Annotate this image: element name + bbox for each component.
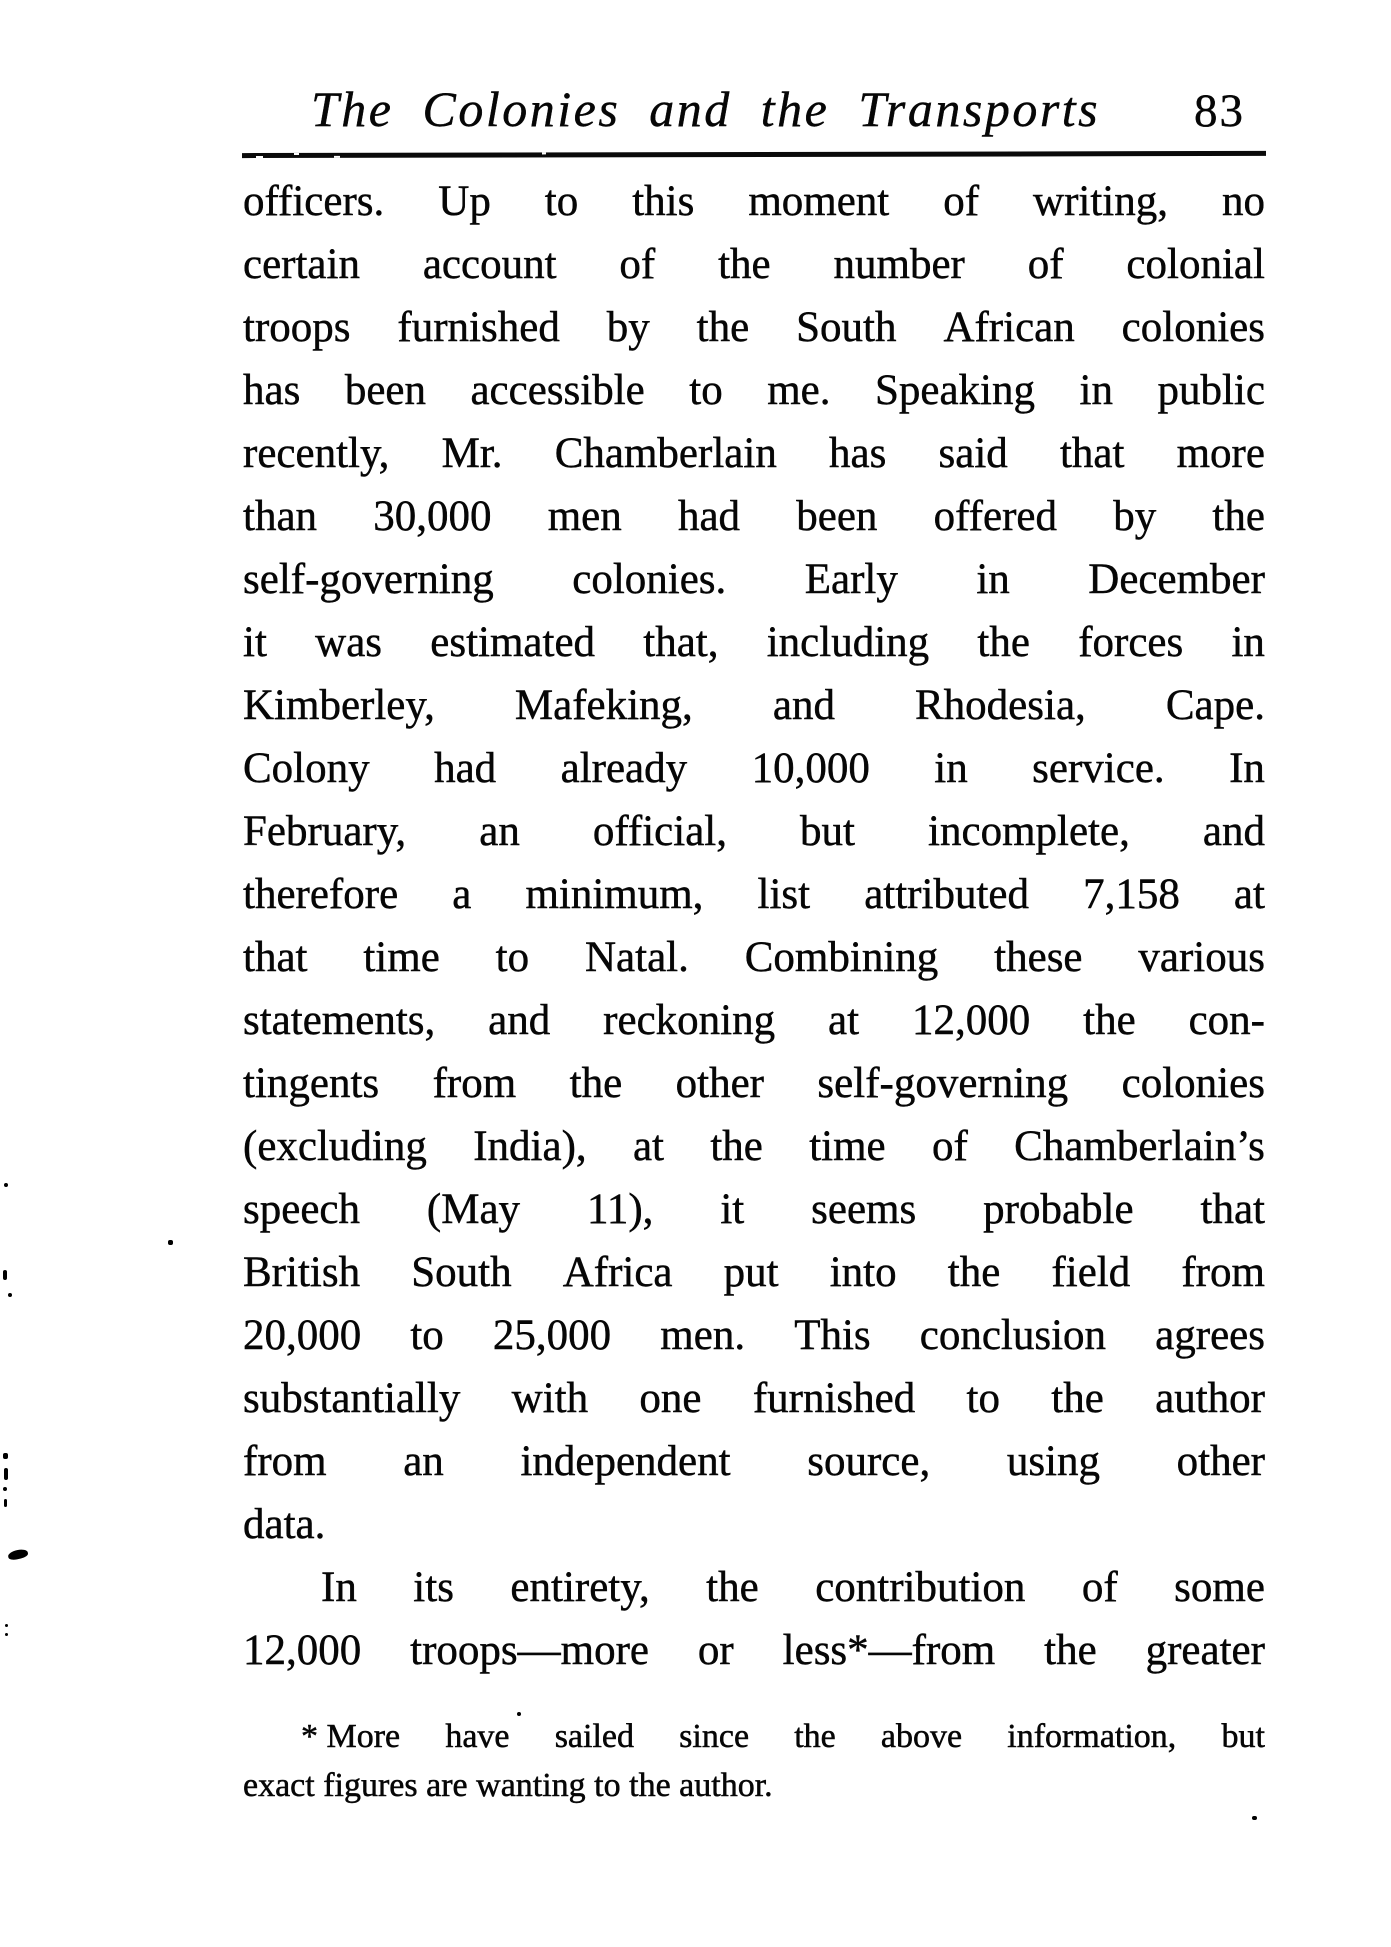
word: have — [445, 1718, 510, 1755]
word: and — [1202, 808, 1265, 855]
text-line — [243, 359, 1265, 422]
word: by — [1113, 493, 1157, 540]
word: (excluding — [243, 1123, 427, 1170]
word: less*—from — [782, 1627, 996, 1674]
scan-speck — [3, 1487, 7, 1491]
text-line — [243, 1367, 1265, 1430]
body-text — [243, 170, 1265, 1682]
word: using — [1006, 1438, 1101, 1485]
word: South — [796, 304, 897, 351]
word: (May — [426, 1186, 521, 1233]
word: Combining — [744, 934, 939, 981]
word: attributed — [864, 871, 1029, 918]
word: including — [766, 619, 930, 666]
word: estimated — [430, 619, 596, 666]
word: in — [934, 745, 968, 792]
word: self-governing — [243, 556, 494, 603]
word: that, — [643, 619, 719, 666]
word: that — [1059, 430, 1125, 477]
text-line — [243, 1556, 1265, 1619]
word: Speaking — [874, 367, 1036, 414]
word: a — [452, 871, 472, 918]
word: in — [1231, 619, 1265, 666]
word: other — [675, 1060, 764, 1107]
word: Cape. — [1165, 682, 1265, 729]
word: some — [1174, 1564, 1265, 1611]
word: from — [432, 1060, 517, 1107]
word: official, — [592, 808, 727, 855]
word: service. — [1032, 745, 1165, 792]
word: or — [697, 1627, 734, 1674]
word: had — [434, 745, 497, 792]
word: Kimberley, — [243, 682, 435, 729]
word: furnished — [752, 1375, 916, 1422]
text-line — [243, 926, 1265, 989]
word: to — [689, 367, 723, 414]
word: Mr. — [441, 430, 503, 477]
word: sailed — [554, 1718, 634, 1755]
word: been — [796, 493, 878, 540]
word: greater — [1145, 1627, 1265, 1674]
word: troops — [243, 304, 351, 351]
word: reckoning — [603, 997, 776, 1044]
word: the — [696, 304, 750, 351]
word: 12,000 — [243, 1627, 362, 1674]
word: con- — [1188, 997, 1265, 1044]
word: had — [677, 493, 741, 540]
word: an — [479, 808, 520, 855]
word: to — [966, 1375, 1000, 1422]
text-line — [243, 1115, 1265, 1178]
word: the — [947, 1249, 1001, 1296]
word: at — [632, 1123, 665, 1170]
word: contribution — [815, 1564, 1026, 1611]
word: it — [720, 1186, 745, 1233]
scan-speck — [4, 1468, 8, 1480]
word: has — [829, 430, 887, 477]
scan-speck — [517, 1712, 521, 1716]
word: therefore — [243, 871, 399, 918]
scan-speck — [3, 1453, 8, 1459]
word: one — [639, 1375, 702, 1422]
word: but — [1221, 1718, 1265, 1755]
text-line — [243, 548, 1265, 611]
word: accessible — [470, 367, 645, 414]
word: African — [943, 304, 1075, 351]
word: conclusion — [919, 1312, 1107, 1359]
text-line: data. — [243, 1501, 326, 1548]
word: the — [1212, 493, 1265, 540]
word: its — [413, 1564, 454, 1611]
word: of — [943, 178, 980, 225]
text-line — [243, 1304, 1265, 1367]
word: colonies. — [572, 556, 727, 603]
word: author — [1155, 1375, 1265, 1422]
word: self-governing — [817, 1060, 1069, 1107]
rule-notch — [294, 153, 299, 155]
word: than — [243, 493, 318, 540]
scan-speck — [5, 1624, 8, 1627]
word: since — [679, 1718, 750, 1755]
word: In — [1229, 745, 1265, 792]
word: and — [772, 682, 835, 729]
word: various — [1138, 934, 1265, 981]
word: * More — [301, 1718, 401, 1755]
word: British — [243, 1249, 361, 1296]
word: 10,000 — [751, 745, 870, 792]
word: to — [410, 1312, 444, 1359]
rule-notch — [256, 156, 263, 158]
running-title: The Colonies and the Transports — [311, 81, 1101, 137]
word: the — [977, 619, 1030, 666]
scan-speck — [4, 1183, 8, 1187]
scan-speck — [7, 1548, 28, 1561]
page-header — [243, 74, 1265, 146]
text-line — [243, 1619, 1265, 1682]
word: independent — [520, 1438, 731, 1485]
word: the — [1044, 1627, 1097, 1674]
word: moment — [748, 178, 890, 225]
word: the — [706, 1564, 759, 1611]
text-line — [243, 863, 1265, 926]
header-rule — [242, 151, 1266, 158]
word: 7,158 — [1083, 871, 1180, 918]
word: Early — [804, 556, 898, 603]
word: incomplete, — [928, 808, 1130, 855]
word: 25,000 — [492, 1312, 612, 1359]
word: Mafeking, — [514, 682, 693, 729]
word: time — [363, 934, 440, 981]
rule-notch — [542, 152, 546, 154]
word: Chamberlain’s — [1014, 1123, 1265, 1170]
word: field — [1051, 1249, 1131, 1296]
word: list — [757, 871, 811, 918]
word: into — [829, 1249, 897, 1296]
word: offered — [933, 493, 1057, 540]
word: been — [344, 367, 426, 414]
word: Natal. — [585, 934, 689, 981]
page-number: 83 — [1194, 85, 1245, 137]
word: colonies — [1121, 1060, 1265, 1107]
word: put — [723, 1249, 779, 1296]
word: men — [547, 493, 622, 540]
scan-speck — [8, 1293, 12, 1297]
word: writing, — [1033, 178, 1168, 225]
word: information, — [1007, 1718, 1177, 1755]
word: speech — [243, 1186, 360, 1233]
word: officers. — [243, 178, 385, 225]
text-line — [243, 485, 1265, 548]
word: colonial — [1126, 241, 1265, 288]
scan-speck — [5, 1633, 8, 1636]
word: source, — [807, 1438, 931, 1485]
word: substantially — [243, 1375, 461, 1422]
word: above — [880, 1718, 963, 1755]
word: Colony — [243, 745, 370, 792]
word: number — [833, 241, 965, 288]
word: of — [1027, 241, 1064, 288]
word: and — [488, 997, 551, 1044]
word: Africa — [562, 1249, 673, 1296]
word: to — [544, 178, 579, 225]
word: Rhodesia, — [915, 682, 1086, 729]
text-line — [243, 674, 1265, 737]
text-line — [243, 170, 1265, 233]
word: me. — [767, 367, 831, 414]
word: of — [1081, 1564, 1118, 1611]
word: account — [422, 241, 557, 288]
text-line — [243, 296, 1265, 359]
word: other — [1176, 1438, 1265, 1485]
word: already — [560, 745, 688, 792]
scan-speck — [4, 1499, 7, 1507]
word: these — [994, 934, 1083, 981]
word: from — [243, 1438, 327, 1485]
word: India), — [473, 1123, 587, 1170]
word: February, — [243, 808, 407, 855]
word: Up — [438, 178, 491, 225]
word: the — [710, 1123, 763, 1170]
word: to — [495, 934, 530, 981]
text-line — [243, 1430, 1265, 1493]
word: public — [1157, 367, 1265, 414]
word: an — [403, 1438, 444, 1485]
word: the — [1051, 1375, 1104, 1422]
word: that — [243, 934, 308, 981]
word: by — [606, 304, 650, 351]
word: minimum, — [525, 871, 704, 918]
word: certain — [243, 241, 360, 288]
text-line — [243, 1178, 1265, 1241]
word: seems — [811, 1186, 917, 1233]
text-line — [243, 800, 1265, 863]
scan-speck — [3, 1270, 7, 1280]
word: has — [243, 367, 301, 414]
word: at — [828, 997, 860, 1044]
word: was — [315, 619, 383, 666]
rule-notch — [334, 156, 340, 158]
text-line — [243, 1712, 1265, 1761]
word: of — [619, 241, 656, 288]
word: agrees — [1155, 1312, 1265, 1359]
text-line — [243, 233, 1265, 296]
word: probable — [983, 1186, 1134, 1233]
word: but — [800, 808, 855, 855]
word: troops—more — [410, 1627, 650, 1674]
word: men. — [660, 1312, 746, 1359]
word: of — [931, 1123, 968, 1170]
word: at — [1233, 871, 1265, 918]
text-line — [243, 422, 1265, 485]
text-line — [243, 737, 1265, 800]
word: In — [321, 1564, 357, 1611]
word: 11), — [586, 1186, 654, 1233]
word: the — [1083, 997, 1136, 1044]
text-line — [243, 1241, 1265, 1304]
word: furnished — [397, 304, 560, 351]
word: from — [1181, 1249, 1265, 1296]
word: no — [1221, 178, 1265, 225]
word: this — [632, 178, 695, 225]
word: the — [569, 1060, 623, 1107]
word: colonies — [1121, 304, 1265, 351]
text-line — [243, 1052, 1265, 1115]
word: statements, — [243, 997, 436, 1044]
word: December — [1088, 556, 1265, 603]
word: with — [511, 1375, 589, 1422]
word: forces — [1078, 619, 1184, 666]
footnote — [243, 1712, 1265, 1810]
word: it — [243, 619, 267, 666]
word: tingents — [243, 1060, 380, 1107]
text-line — [243, 611, 1265, 674]
word: in — [976, 556, 1010, 603]
word: time — [809, 1123, 886, 1170]
word: recently, — [243, 430, 390, 477]
word: 20,000 — [243, 1312, 362, 1359]
word: This — [794, 1312, 871, 1359]
word: said — [938, 430, 1008, 477]
word: South — [411, 1249, 512, 1296]
word: Chamberlain — [554, 430, 777, 477]
word: 30,000 — [373, 493, 492, 540]
word: entirety, — [510, 1564, 650, 1611]
word: the — [718, 241, 771, 288]
word: that — [1200, 1186, 1265, 1233]
text-line — [243, 989, 1265, 1052]
scan-speck — [168, 1240, 173, 1245]
word: more — [1176, 430, 1265, 477]
scan-speck — [1252, 1816, 1257, 1820]
word: 12,000 — [911, 997, 1031, 1044]
word: in — [1079, 367, 1113, 414]
text-line: exact figures are wanting to the author. — [243, 1767, 773, 1804]
word: the — [794, 1718, 836, 1755]
